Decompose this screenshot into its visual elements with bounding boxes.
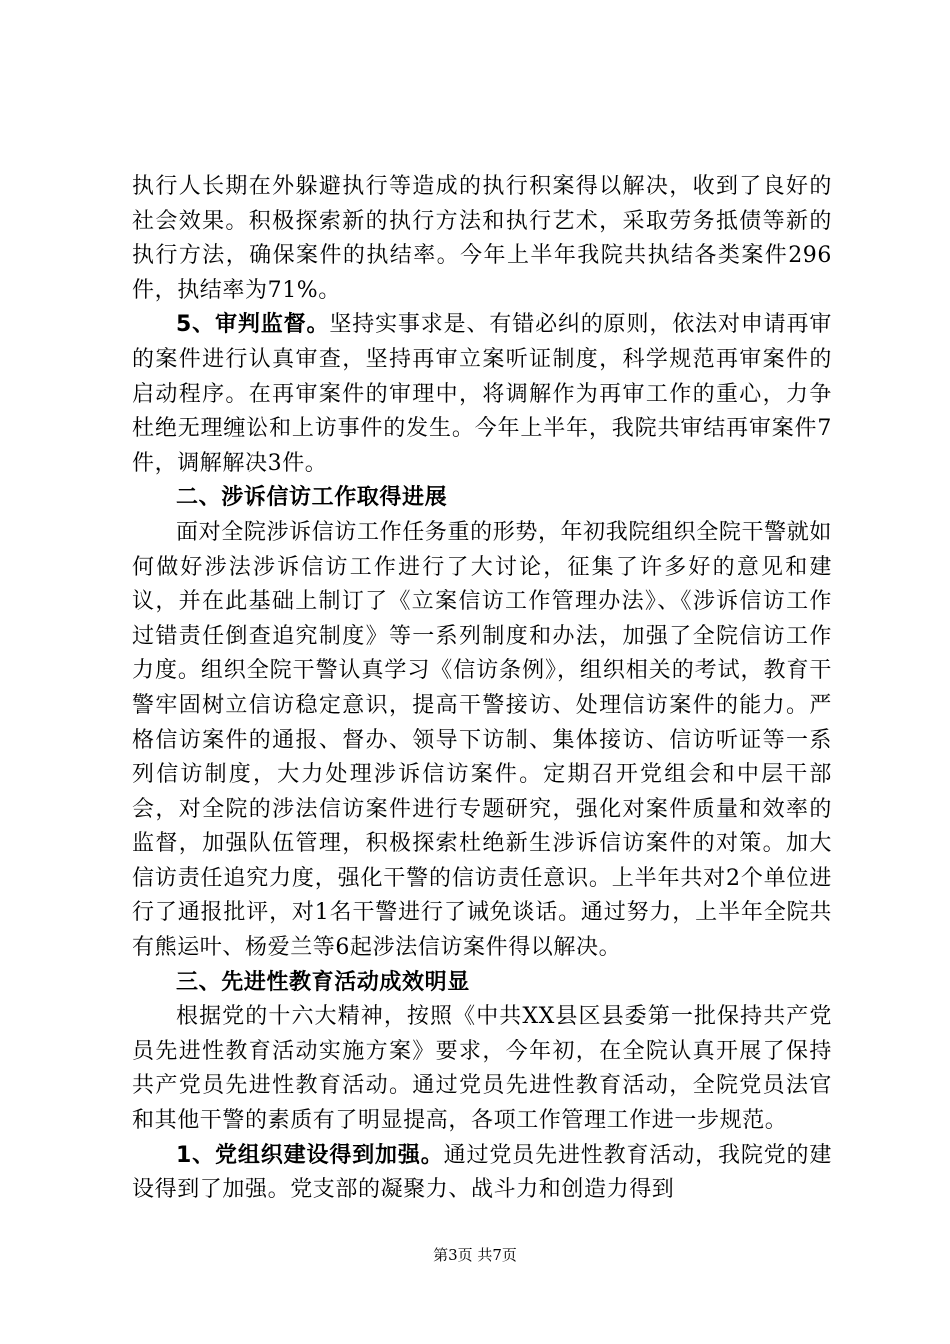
heading-text: 二、涉诉信访工作取得进展 (176, 485, 448, 511)
paragraph-text: 通过党员先进性教育活动，我院党的建设得到了加强。党支部的凝聚力、战斗力和创造力得到 (132, 1142, 833, 1203)
paragraph-text: 根据党的十六大精神，按照《中共XX县区县委第一批保持共产党员先进性教育活动实施方案》要求，今年初，在全院认真开展了保持共产党员先进性教育活动。通过党员先进性教育活动，全院党员法官和其他干警的素质有了明显提高，各项工作管理工作进一步规范。 (132, 1004, 832, 1134)
paragraph-text: 面对全院涉诉信访工作任务重的形势，年初我院组织全院干警就如何做好涉法涉诉信访工作进行了大讨论，征集了许多好的意见和建议，并在此基础上制订了《立案信访工作管理办法》、《涉诉信访工作过错责任倒查追究制度》等一系列制度和办法，加强了全院信访工作力度。组织全院干警认真学习《信访条例》，组织相关的考试，教育干警牢固树立信访稳定意识，提高干警接访、处理信访案件的能力。严格信访案件的通报、督办、领导下访制、集体接访、信访听证等一系列信访制度，大力处理涉诉信访案件。定期召开党组会和中层干部会，对全院的涉法信访案件进行专题研究，强化对案件质量和效率的监督，加强队伍管理，积极探索杜绝新生涉诉信访案件的对策。加大信访责任追究力度，强化干警的信访责任意识。上半年共对2个单位进行了通报批评，对1名干警进行了诫免谈话。通过努力，上半年全院共有熊运叶、杨爱兰等6起涉法信访案件得以解决。 (132, 519, 832, 961)
paragraph-lead: 1、党组织建设得到加强。 (176, 1142, 444, 1168)
paragraph-execution-continued (132, 170, 832, 308)
heading-text: 三、先进性教育活动成效明显 (176, 969, 470, 995)
section-heading-petition (132, 481, 832, 516)
document-body (132, 170, 832, 1208)
page-number-footer: 第3页 共7页 (433, 1246, 517, 1264)
paragraph-petition (132, 516, 832, 966)
paragraph-education (132, 1000, 832, 1138)
paragraph-text: 执行人长期在外躲避执行等造成的执行积案得以解决，收到了良好的社会效果。积极探索新的执行方法和执行艺术，采取劳务抵债等新的执行方法，确保案件的执结率。今年上半年我院共执结各类案件296件，执结率为71%。 (132, 174, 832, 303)
paragraph-trial-supervision (132, 308, 832, 481)
paragraph-text: 坚持实事求是、有错必纠的原则，依法对申请再审的案件进行认真审查，坚持再审立案听证制度，科学规范再审案件的启动程序。在再审案件的审理中，将调解作为再审工作的重心，力争杜绝无理缠讼和上访事件的发生。今年上半年，我院共审结再审案件7件，调解解决3件。 (132, 312, 833, 476)
paragraph-lead: 5、审判监督。 (176, 312, 330, 338)
section-heading-education (132, 966, 832, 1001)
paragraph-party-building (132, 1139, 832, 1208)
